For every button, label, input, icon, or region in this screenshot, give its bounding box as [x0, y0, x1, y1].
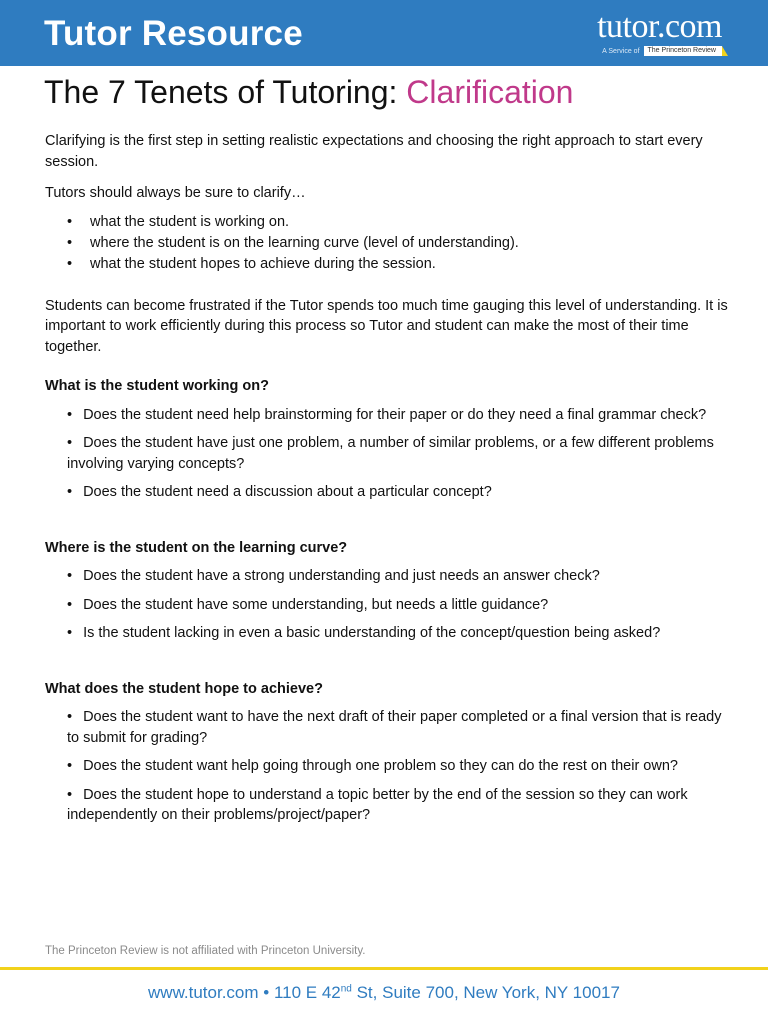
page-title-main: The 7 Tenets of Tutoring:: [44, 74, 407, 110]
page-title: [44, 74, 573, 111]
footer-address[interactable]: www.tutor.com • 110 E 42nd St, Suite 700, New York, NY 10017: [148, 983, 620, 1002]
page-title-accent: Clarification: [406, 74, 574, 110]
list-item: • Does the student have some understanding, but needs a little guidance?: [67, 596, 549, 613]
list-item: • what the student is working on.: [67, 212, 735, 233]
list-item: • Does the student want to have the next draft of their paper completed or a final version that is ready to submit for grading?: [67, 709, 722, 746]
section-heading-hope-to-achieve: What does the student hope to achieve?: [45, 680, 323, 697]
section-heading-working-on: What is the student working on?: [45, 378, 269, 394]
tutor-com-logo[interactable]: [554, 8, 722, 58]
list-item: • where the student is on the learning curve (level of understanding).: [67, 233, 735, 254]
list-item: • Does the student want help going through one problem so they can do the rest on their own?: [67, 758, 678, 774]
section-heading-learning-curve: Where is the student on the learning curve?: [45, 539, 348, 556]
logo-wordmark: tutor.com: [597, 8, 722, 45]
intro-paragraph-2: Tutors should always be sure to clarify…: [45, 185, 306, 201]
intro-bullet-list: [45, 212, 735, 275]
logo-subline: [602, 45, 722, 57]
intro-paragraph-1: Clarifying is the first step in setting realistic expectations and choosing the right approach to start every session.: [45, 133, 703, 170]
list-item: • what the student hopes to achieve during the session.: [67, 254, 735, 275]
footer-divider: [0, 967, 768, 970]
list-item: • Does the student have just one problem, a number of similar problems, or a few different problems involving varying concepts?: [67, 435, 714, 472]
list-item: • Does the student need help brainstorming for their paper or do they need a final grammar check?: [67, 406, 707, 423]
list-item: • Does the student have a strong understanding and just needs an answer check?: [67, 568, 600, 584]
list-item: • Is the student lacking in even a basic understanding of the concept/question being asked?: [67, 625, 661, 641]
header-title: Tutor Resource: [44, 14, 303, 53]
document-body: [45, 131, 735, 826]
header-bar: [0, 0, 768, 66]
princeton-review-badge: The Princeton Review: [644, 46, 722, 56]
list-item: • Does the student hope to understand a topic better by the end of the session so they can work independently on their problems/project/paper?: [67, 786, 688, 823]
footer-disclaimer: The Princeton Review is not affiliated with Princeton University.: [45, 945, 366, 957]
list-item: • Does the student need a discussion about a particular concept?: [67, 484, 492, 500]
intro-paragraph-3: Students can become frustrated if the Tutor spends too much time gauging this level of understanding. It is important to work efficiently during this process so Tutor and student can make the most of their time together.: [45, 297, 728, 355]
logo-sub-text: A Service of: [602, 47, 640, 55]
